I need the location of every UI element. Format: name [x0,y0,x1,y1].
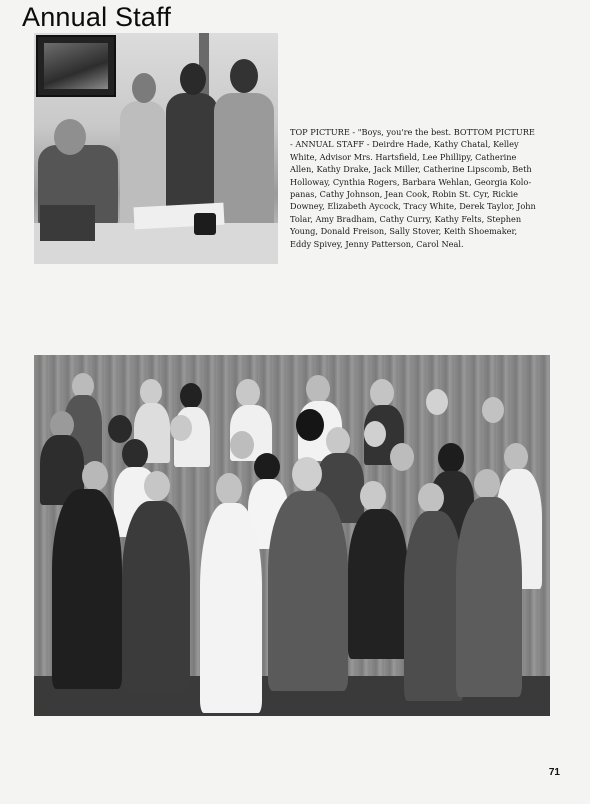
student-head [132,73,156,103]
group-of-students [34,355,550,716]
student-head [180,63,206,95]
photo-caption: TOP PICTURE - "Boys, you're the best. BOTTOM PICTURE - ANNUAL STAFF - Deirdre Hade, Kathy Chatal, Kelley White, Advisor Mrs. Hartsfield, Lee Phillipy, Catherine Allen, Kathy Drake, Jack Miller, Catherine Lipscomb, Beth Holloway, Cynthia Rogers, Barbara Wehlan, Georgia Kolo-panas, Cathy Johnson, Jean Cook, Robin St. Cyr, Rickie Downey, Elizabeth Aycock, Tracy White, Derek Taylor, John Tolar, Amy Bradham, Cathy Curry, Kathy Felts, Stephen Young, Donald Freison, Sally Stover, Keith Shoemaker, Eddy Spivey, Jenny Patterson, Carol Neal. [290,127,536,249]
page-number: 71 [548,767,560,778]
desk-box [40,205,95,241]
page-title: Annual Staff [22,2,172,32]
bottom-photo [34,355,550,716]
wall-painting [36,35,116,97]
top-photo [34,33,278,264]
student-head [230,59,258,93]
seated-man-head [54,119,86,155]
desk-cup [194,213,216,235]
